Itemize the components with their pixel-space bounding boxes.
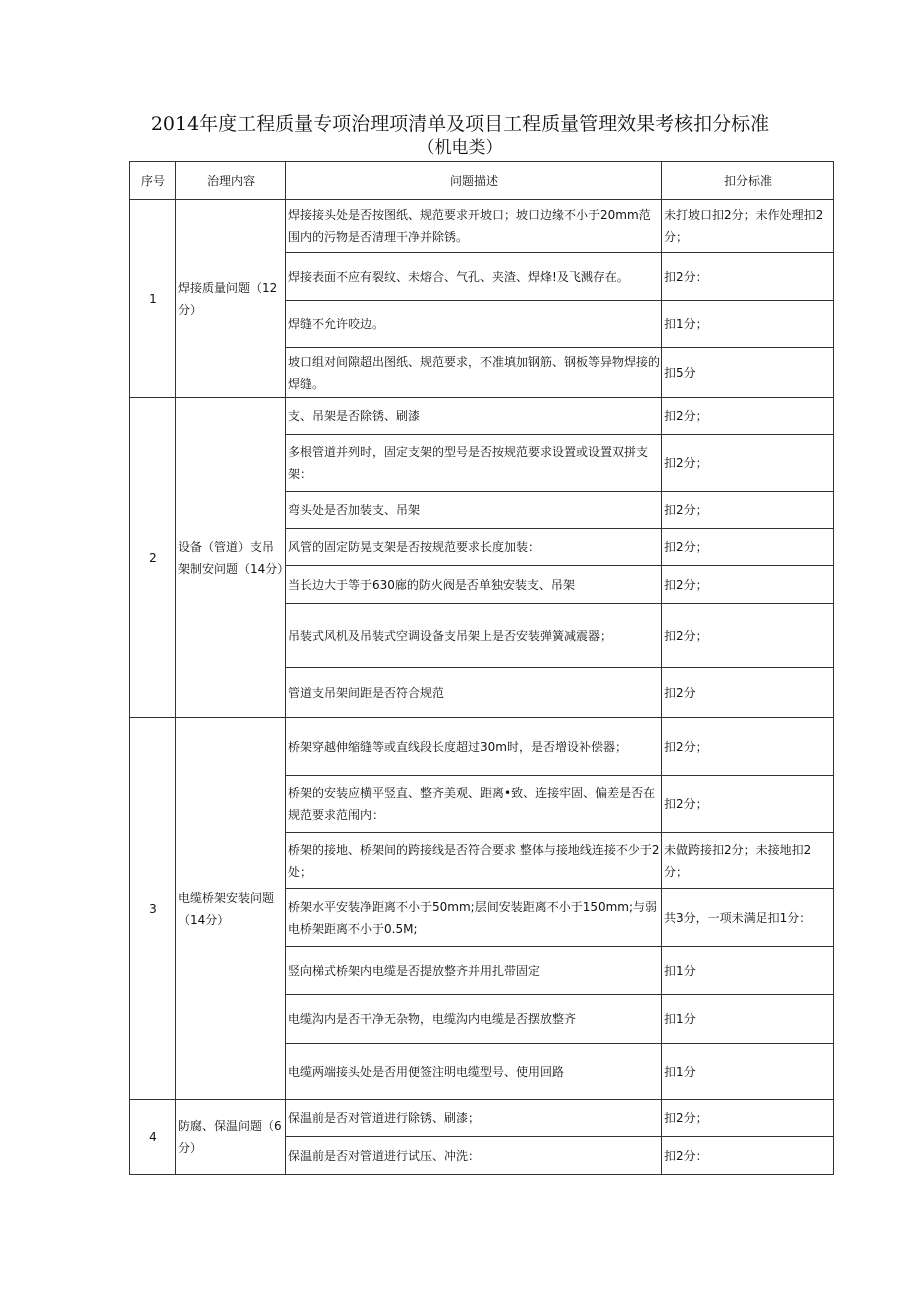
group-seq: 3 [130,718,176,1100]
group-seq: 1 [130,200,176,398]
item-deduct: 未做跨接扣2分；未接地扣2分； [662,833,834,889]
item-desc: 坡口组对间隙超出图纸、规范要求，不准填加钢筋、钢板等异物焊接的焊缝。 [286,348,662,398]
item-desc: 吊装式风机及吊装式空调设备支吊架上是否安装弹簧减震器； [286,604,662,668]
item-desc: 桥架的接地、桥架间的跨接线是否符合要求 整体与接地线连接不少于2处； [286,833,662,889]
item-desc: 桥架穿越伸缩缝等或直线段长度超过30m时，是否增设补偿器； [286,718,662,776]
item-deduct: 扣1分 [662,947,834,995]
item-deduct: 扣2分； [662,566,834,604]
item-desc: 焊缝不允许咬边。 [286,301,662,348]
item-deduct: 扣2分； [662,776,834,833]
item-deduct: 扣2分： [662,1137,834,1175]
group-category: 电缆桥架安装问题（14分） [176,718,286,1100]
group-category: 设备（管道）支吊架制安问题（14分） [176,398,286,718]
document-subtitle: （机电类） [417,138,503,158]
header-deduct: 扣分标准 [662,162,834,200]
item-deduct: 扣2分； [662,435,834,492]
item-deduct: 扣2分； [662,492,834,529]
group-category: 防腐、保温问题（6分） [176,1100,286,1175]
item-desc: 桥架水平安装净距离不小于50mm;层间安装距离不小于150mm;与弱电桥架距离不小于0.5M; [286,889,662,947]
item-deduct: 扣2分 [662,668,834,718]
table-row [130,200,834,253]
item-desc: 当长边大于等于630廊的防火阀是否单独安装支、吊架 [286,566,662,604]
item-desc: 风管的固定防晃支架是否按规范要求长度加装： [286,529,662,566]
item-deduct: 未打坡口扣2分；未作处理扣2分； [662,200,834,253]
header-content: 治理内容 [176,162,286,200]
header-seq: 序号 [130,162,176,200]
item-desc: 管道支吊架间距是否符合规范 [286,668,662,718]
group-seq: 2 [130,398,176,718]
criteria-table [129,161,834,1175]
item-deduct: 扣1分； [662,301,834,348]
item-deduct: 扣1分 [662,995,834,1044]
header-desc: 问题描述 [286,162,662,200]
item-desc: 弯头处是否加装支、吊架 [286,492,662,529]
item-desc: 支、吊架是否除锈、刷漆 [286,398,662,435]
item-deduct: 扣2分； [662,529,834,566]
item-desc: 保温前是否对管道进行试压、冲洗： [286,1137,662,1175]
table-row [130,1100,834,1137]
table-row [130,398,834,435]
item-deduct: 共3分，一项未满足扣1分： [662,889,834,947]
item-desc: 竖向梯式桥架内电缆是否提放整齐并用扎带固定 [286,947,662,995]
table-row [130,718,834,776]
group-seq: 4 [130,1100,176,1175]
item-desc: 焊接表面不应有裂纹、未熔合、气孔、夹渣、焊烽!及飞溅存在。 [286,253,662,301]
item-deduct: 扣5分 [662,348,834,398]
group-category: 焊接质量问题（12分） [176,200,286,398]
item-deduct: 扣1分 [662,1044,834,1100]
item-deduct: 扣2分； [662,604,834,668]
item-desc: 电缆沟内是否干净无杂物，电缆沟内电缆是否摆放整齐 [286,995,662,1044]
item-desc: 电缆两端接头处是否用便签注明电缆型号、使用回路 [286,1044,662,1100]
document-title: 2014年度工程质量专项治理项清单及项目工程质量管理效果考核扣分标准 [150,113,770,135]
item-deduct: 扣2分； [662,1100,834,1137]
item-desc: 保温前是否对管道进行除锈、刷漆； [286,1100,662,1137]
item-deduct: 扣2分： [662,253,834,301]
item-desc: 多根管道并列时，固定支架的型号是否按规范要求设置或设置双拼支架： [286,435,662,492]
item-deduct: 扣2分； [662,398,834,435]
item-desc: 桥架的安装应横平竖直、整齐美观、距离•致、连接牢固、偏差是否在规范要求范闱内： [286,776,662,833]
header-row [130,162,834,200]
item-deduct: 扣2分； [662,718,834,776]
item-desc: 焊接接头处是否按图纸、规范要求开坡口；坡口边缘不小于20mm范围内的污物是否清理干净并除锈。 [286,200,662,253]
